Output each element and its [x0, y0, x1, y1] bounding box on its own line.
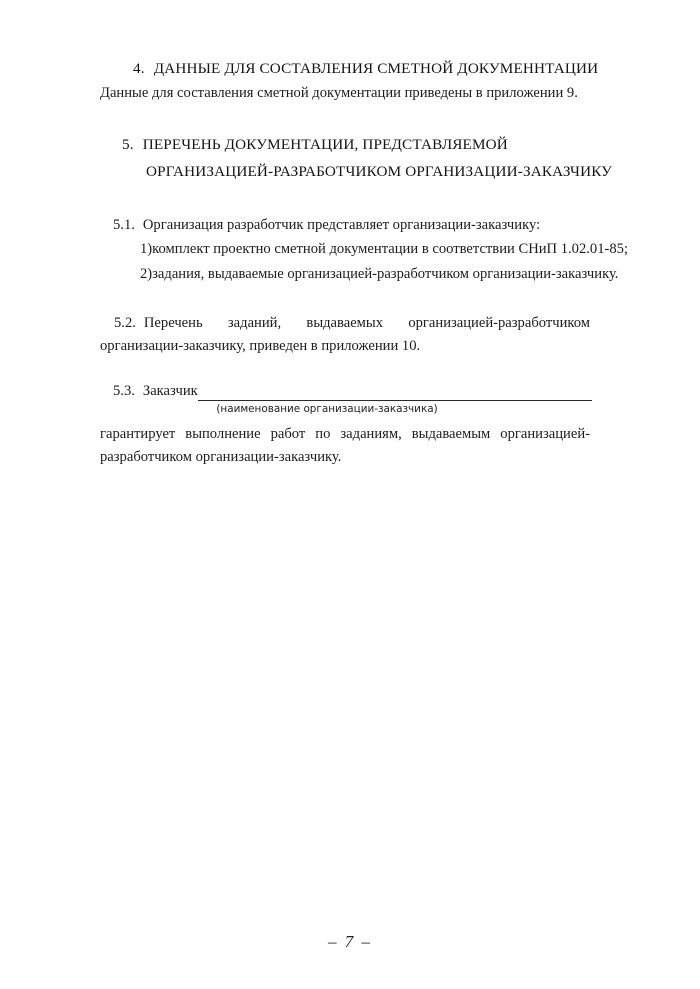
- section-4-heading: [100, 58, 599, 80]
- item-5-1-text: Организация разработчик представляет организации-заказчику:: [142, 216, 541, 233]
- item-5-1: [100, 214, 590, 236]
- section-5-heading-text-1: ПЕРЕЧЕНЬ ДОКУМЕНТАЦИИ, ПРЕДСТАВЛЯЕМОЙ: [142, 135, 508, 153]
- item-5-1-number: 5.1.: [113, 216, 135, 233]
- section-4-paragraph: Данные для составления сметной документации приведены в приложении 9.: [100, 84, 578, 101]
- page-number: – 7 –: [328, 932, 372, 951]
- section-5-heading: [100, 134, 613, 183]
- list-item: 1)комплект проектно сметной документации в соответствии СНиП 1.02.01-85;: [140, 241, 629, 258]
- item-5-2-number: 5.2.: [114, 314, 136, 331]
- page-content: [100, 58, 629, 468]
- section-5-heading-line-1: [100, 134, 590, 156]
- section-5-number: 5.: [122, 135, 134, 153]
- item-5-2-text: Перечень заданий, выдаваемых организацией-разработчиком организации-заказчику, приведен в приложении 10.: [100, 314, 590, 354]
- list-item: 2)задания, выдаваемые организацией-разработчиком организации-заказчику.: [140, 265, 619, 282]
- item-5-3-closing-paragraph: гарантирует выполнение работ по заданиям, выдаваемым организацией-разработчиком организации-заказчику.: [100, 425, 590, 465]
- item-5-3-number: 5.3.: [113, 383, 135, 400]
- customer-name-field-caption: (наименование организации-заказчика): [216, 403, 438, 416]
- section-5-heading-line-2: ОРГАНИЗАЦИЕЙ-РАЗРАБОТЧИКОМ ОРГАНИЗАЦИИ-ЗАКАЗЧИКУ: [146, 163, 613, 181]
- customer-name-fill-in-line[interactable]: [198, 389, 592, 401]
- section-4-heading-text: ДАННЫЕ ДЛЯ СОСТАВЛЕНИЯ СМЕТНОЙ ДОКУМЕННТАЦИИ: [153, 60, 599, 77]
- item-5-3: [100, 382, 590, 401]
- item-5-3-label: Заказчик: [142, 383, 198, 400]
- item-5-2: [100, 312, 590, 358]
- section-4-number: 4.: [133, 60, 145, 77]
